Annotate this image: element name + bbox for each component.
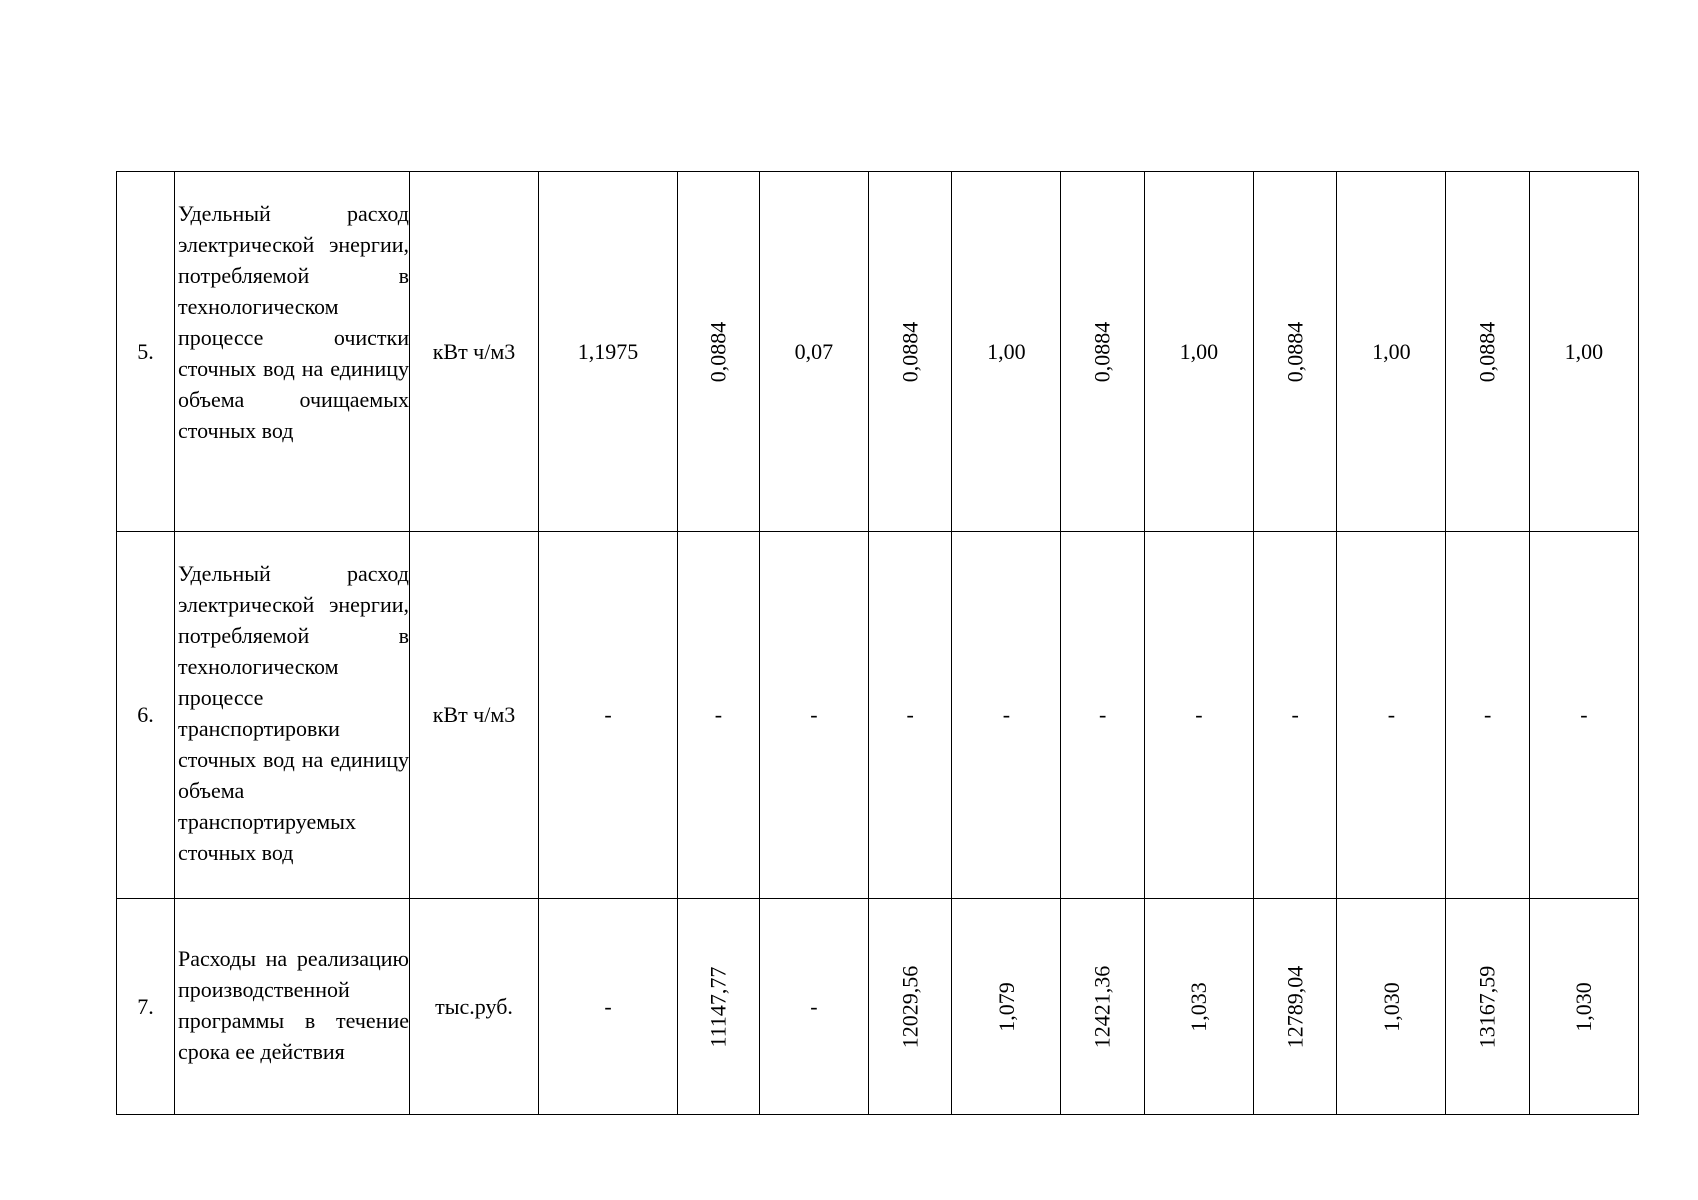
rotated-value: 1,033 xyxy=(1185,981,1211,1032)
value-cell: - xyxy=(1337,532,1446,899)
value-cell: - xyxy=(1446,532,1530,899)
row-number: 5. xyxy=(117,172,175,532)
rotated-value: 13167,59 xyxy=(1474,965,1500,1048)
value-cell: - xyxy=(1253,532,1337,899)
rotated-value: 11147,77 xyxy=(705,966,731,1047)
table-row xyxy=(117,172,1639,532)
value-cell xyxy=(678,899,760,1115)
value-cell xyxy=(868,172,952,532)
value-cell xyxy=(952,899,1061,1115)
rotated-value: 0,0884 xyxy=(897,321,923,382)
indicators-table xyxy=(116,171,1639,1115)
value-cell: - xyxy=(759,899,868,1115)
value-cell: - xyxy=(539,532,678,899)
indicator-description: Удельный расход электрической энергии, потребляемой в технологическом процессе очистки сточных вод на единицу объема очищаемых сточных вод xyxy=(175,172,410,532)
value-cell xyxy=(678,172,760,532)
value-cell: - xyxy=(678,532,760,899)
rotated-value: 1,030 xyxy=(1378,981,1404,1032)
value-cell xyxy=(868,899,952,1115)
value-cell: 1,00 xyxy=(1529,172,1638,532)
value-cell: - xyxy=(952,532,1061,899)
indicator-description: Удельный расход электрической энергии, потребляемой в технологическом процессе транспортировки сточных вод на единицу объема транспортируемых сточных вод xyxy=(175,532,410,899)
rotated-value: 0,0884 xyxy=(1282,321,1308,382)
value-cell: - xyxy=(868,532,952,899)
value-cell: 1,00 xyxy=(1337,172,1446,532)
value-cell: 1,00 xyxy=(1144,172,1253,532)
value-cell: - xyxy=(539,899,678,1115)
row-number: 7. xyxy=(117,899,175,1115)
value-cell xyxy=(1337,899,1446,1115)
value-cell xyxy=(1253,172,1337,532)
value-cell xyxy=(1144,899,1253,1115)
row-number: 6. xyxy=(117,532,175,899)
value-cell xyxy=(1061,172,1145,532)
rotated-value: 1,079 xyxy=(993,981,1019,1032)
value-cell: - xyxy=(759,532,868,899)
rotated-value: 0,0884 xyxy=(705,321,731,382)
table-row xyxy=(117,532,1639,899)
value-cell xyxy=(1529,899,1638,1115)
indicator-description: Расходы на реализацию производственной программы в течение срока ее действия xyxy=(175,899,410,1115)
value-cell: - xyxy=(1529,532,1638,899)
unit-cell: тыс.руб. xyxy=(410,899,539,1115)
value-cell: 1,1975 xyxy=(539,172,678,532)
value-cell xyxy=(1253,899,1337,1115)
value-cell: - xyxy=(1061,532,1145,899)
rotated-value: 0,0884 xyxy=(1474,321,1500,382)
value-cell: 1,00 xyxy=(952,172,1061,532)
unit-cell: кВт ч/м3 xyxy=(410,172,539,532)
rotated-value: 12421,36 xyxy=(1089,965,1115,1048)
rotated-value: 12029,56 xyxy=(897,965,923,1048)
value-cell: - xyxy=(1144,532,1253,899)
value-cell xyxy=(1446,172,1530,532)
rotated-value: 1,030 xyxy=(1570,981,1596,1032)
rotated-value: 12789,04 xyxy=(1282,965,1308,1048)
value-cell: 0,07 xyxy=(759,172,868,532)
unit-cell: кВт ч/м3 xyxy=(410,532,539,899)
value-cell xyxy=(1446,899,1530,1115)
rotated-value: 0,0884 xyxy=(1089,321,1115,382)
table-row xyxy=(117,899,1639,1115)
value-cell xyxy=(1061,899,1145,1115)
